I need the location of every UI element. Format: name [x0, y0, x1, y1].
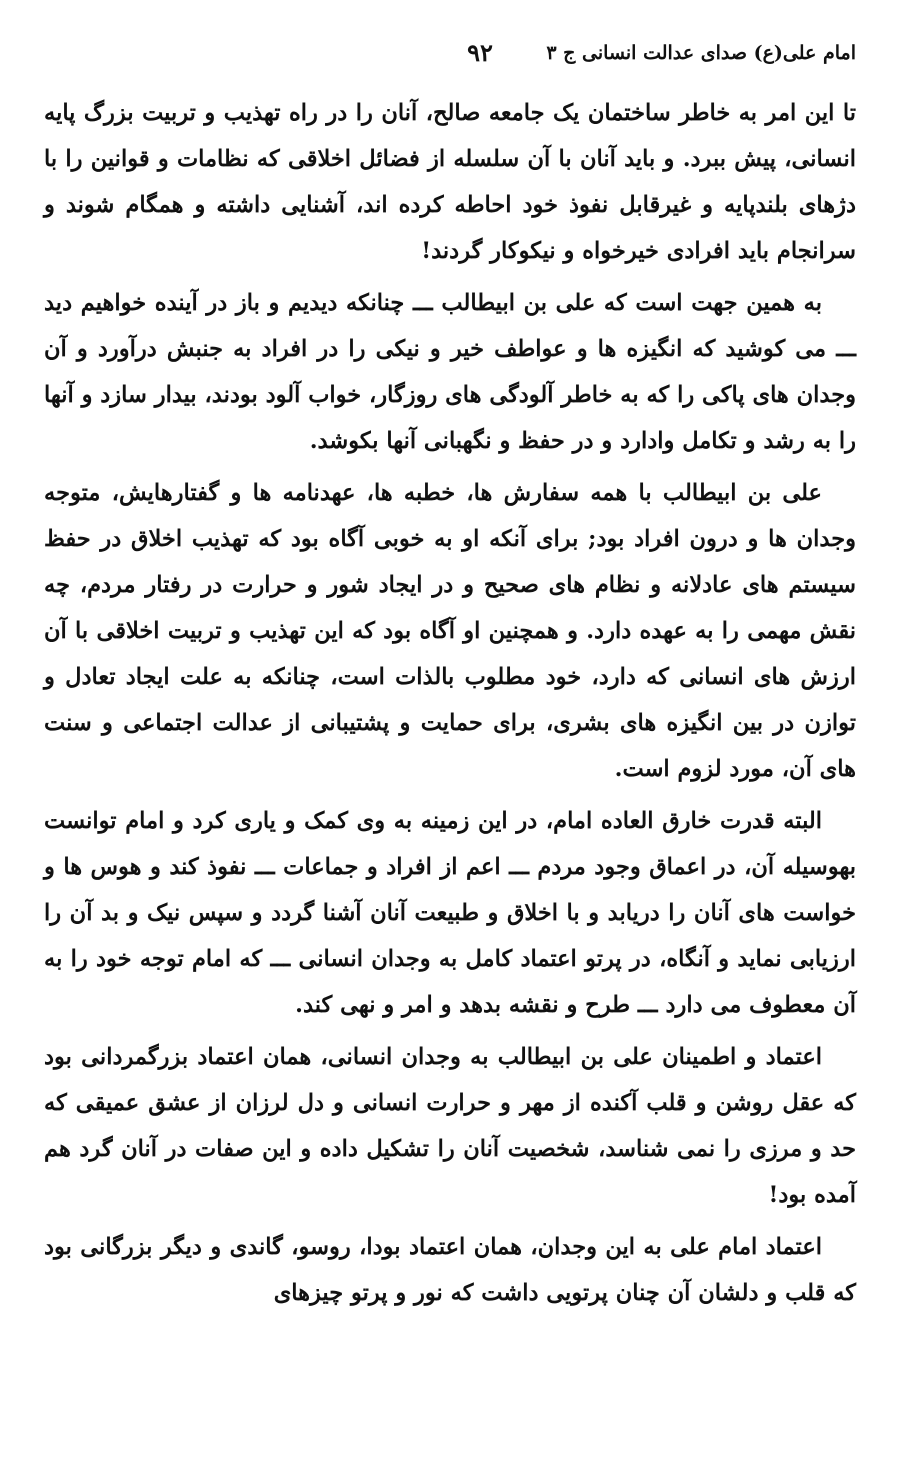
paragraph: اعتماد و اطمینان علی بن ابیطالب به وجدان انسانی، همان اعتماد بزرگمردانی بود که عقل روشن و قلب آکنده از مهر و حرارت انسانی و دل لرزان از عشق عمیقی که حد و مرزی را نمی شناسد، شخصیت آنان را تشکیل داده و این صفات در آنان گرد هم آمده بود!	[44, 1044, 856, 1208]
running-title: امام علی(ع) صدای عدالت انسانی ج ۳	[546, 42, 856, 64]
page-header	[44, 38, 856, 72]
paragraph: تا این امر به خاطر ساختمان یک جامعه صالح، آنان را در راه تهذیب و تربیت بزرگ پایه انسانی، پیش ببرد. و باید آنان با آن سلسله از فضائل اخلاقی که نظامات و قوانین را با دژهای بلندپایه و غیرقابل نفوذ خود احاطه کرده اند، آشنایی داشته و همگام شوند و سرانجام باید افرادی خیرخواه و نیکوکار گردند!	[44, 100, 856, 264]
paragraph: البته قدرت خارق العاده امام، در این زمینه به وی کمک و یاری کرد و امام توانست بهوسیله آن، در اعماق وجود مردم ـــ اعم از افراد و جماعات ـــ نفوذ کند و هوس ها و خواست های آنان را دریابد و با اخلاق و طبیعت آنان آشنا گردد و سپس نیک و بد آن را ارزیابی نماید و آنگاه، در پرتو اعتماد کامل به وجدان انسانی ـــ که امام توجه خود را به آن معطوف می دارد ـــ طرح و نقشه بدهد و امر و نهی کند.	[44, 808, 856, 1018]
paragraph: به همین جهت است که علی بن ابیطالب ـــ چنانکه دیدیم و باز در آینده خواهیم دید ـــ می کوشید که انگیزه ها و عواطف خیر و نیکی را در افراد به جنبش درآورد و آن وجدان های پاکی را که به خاطر آلودگی های روزگار، خواب آلود بودند، بیدار سازد و آنها را به رشد و تکامل وادارد و در حفظ و نگهبانی آنها بکوشد.	[44, 290, 856, 454]
paragraph: علی بن ابیطالب با همه سفارش ها، خطبه ها، عهدنامه ها و گفتارهایش، متوجه وجدان ها و درون افراد بود; برای آنکه او به خوبی آگاه بود که تهذیب اخلاق در حفظ سیستم های عادلانه و نظام های صحیح و در ایجاد شور و حرارت در رفتار مردم، چه نقش مهمی را به عهده دارد. و همچنین او آگاه بود که این تهذیب و تربیت اخلاقی با آن ارزش های انسانی که دارد، خود مطلوب بالذات است، چنانکه به علت ایجاد تعادل و توازن در بین انگیزه های بشری، برای حمایت و پشتیبانی از عدالت اجتماعی و سنت های آن، مورد لزوم است.	[44, 480, 856, 782]
paragraph: اعتماد امام علی به این وجدان، همان اعتماد بودا، روسو، گاندی و دیگر بزرگانی بود که قلب و دلشان آن چنان پرتویی داشت که نور و پرتو چیزهای	[44, 1234, 856, 1306]
page-number: ۹۲	[467, 38, 493, 67]
body-text	[44, 90, 856, 1322]
